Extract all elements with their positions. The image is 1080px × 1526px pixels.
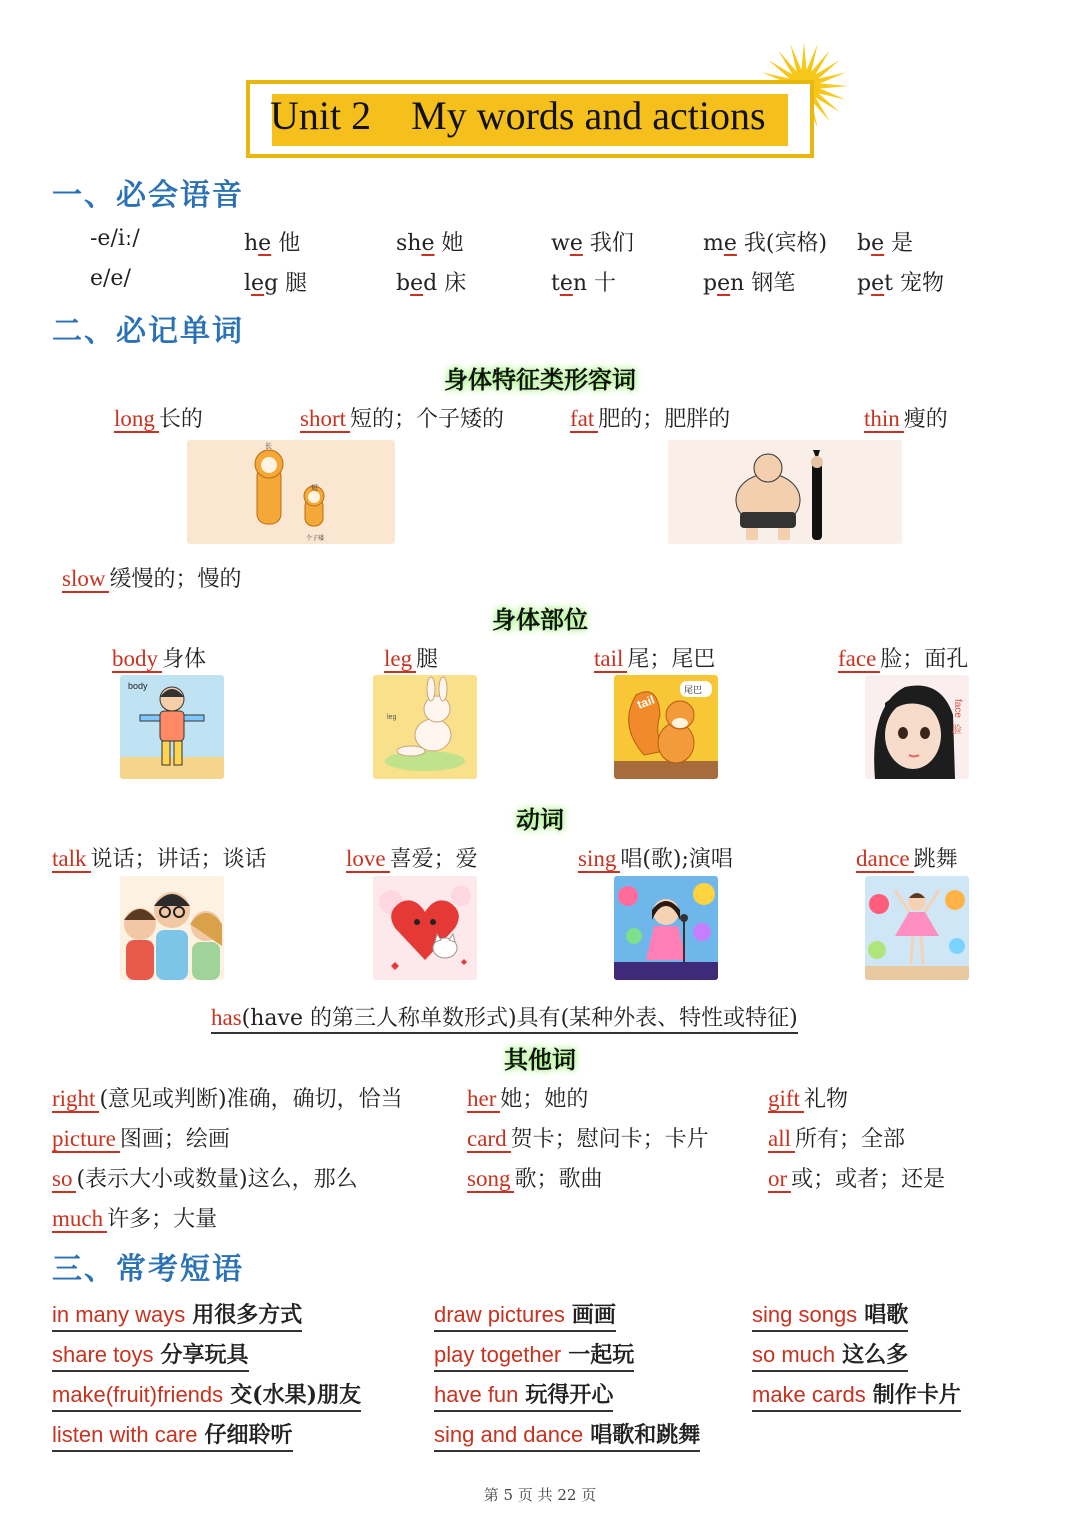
word-leg: leg 腿 — [384, 646, 439, 672]
word-her: her 她；她的 — [467, 1086, 589, 1112]
body-illustration — [120, 675, 224, 779]
phrase-make-fruit-friends: make(fruit)friends 交(水果)朋友 — [52, 1378, 361, 1412]
word-face: face 脸；面孔 — [838, 646, 969, 672]
word-slow: slow 缓慢的；慢的 — [62, 566, 242, 592]
subheading-other-words: 其他词 — [504, 1045, 576, 1074]
fat-thin-illustration — [668, 440, 902, 544]
phonics-word: we 我们 — [551, 231, 634, 256]
phrase-make-cards: make cards 制作卡片 — [752, 1378, 961, 1412]
img-label-tail-cn: 尾巴 — [684, 686, 703, 696]
word-or: or 或；或者；还是 — [768, 1166, 946, 1192]
sing-illustration — [614, 876, 718, 980]
phonics-word: be 是 — [857, 231, 914, 256]
word-fat: fat 肥的；肥胖的 — [570, 406, 731, 432]
subheading-adjectives: 身体特征类形容词 — [444, 365, 636, 394]
phonics-word: bed 床 — [396, 271, 467, 296]
word-picture: picture 图画；绘画 — [52, 1126, 230, 1152]
word-body: body 身体 — [112, 646, 207, 672]
phonics-word: me 我(宾格) — [703, 231, 828, 256]
section-heading-phrases: 三、常考短语 — [52, 1252, 244, 1287]
word-long: long 长的 — [114, 406, 203, 432]
phrase-sing-and-dance: sing and dance 唱歌和跳舞 — [434, 1418, 700, 1452]
word-so: so (表示大小或数量)这么，那么 — [52, 1166, 358, 1192]
img-label-body: body — [128, 681, 148, 691]
phonics-sound-2: e/e/ — [90, 266, 131, 291]
word-thin: thin 瘦的 — [864, 406, 948, 432]
phonics-word: pet 宠物 — [857, 271, 944, 296]
word-love: love 喜爱；爱 — [346, 846, 478, 872]
word-tail: tail 尾；尾巴 — [594, 646, 716, 672]
phonics-word: pen 钢笔 — [703, 271, 796, 296]
phrase-have-fun: have fun 玩得开心 — [434, 1378, 613, 1412]
img-label-face-cn: 脸 — [952, 725, 962, 736]
long-short-illustration — [187, 440, 395, 544]
word-card: card 贺卡；慰问卡；卡片 — [467, 1126, 709, 1152]
love-illustration — [373, 876, 477, 980]
img-label-short2: 个子矮 — [306, 535, 325, 542]
img-label-long: 长 — [265, 442, 272, 450]
subheading-verbs: 动词 — [516, 805, 564, 834]
word-sing: sing 唱(歌);演唱 — [578, 846, 733, 872]
img-label-short: 短 — [311, 484, 318, 492]
phonics-word: he 他 — [244, 231, 301, 256]
talk-illustration — [120, 876, 224, 980]
tail-illustration — [614, 675, 718, 779]
word-song: song 歌；歌曲 — [467, 1166, 603, 1192]
word-all: all 所有；全部 — [768, 1126, 906, 1152]
phrase-play-together: play together 一起玩 — [434, 1338, 634, 1372]
phonics-sound-1: -e/iː/ — [90, 226, 140, 251]
word-right: right (意见或判断)准确，确切，恰当 — [52, 1086, 403, 1112]
img-label-face: face — [952, 699, 963, 718]
phrase-so-much: so much 这么多 — [752, 1338, 908, 1372]
leg-illustration — [373, 675, 477, 779]
phrase-sing-songs: sing songs 唱歌 — [752, 1298, 908, 1332]
phrase-share-toys: share toys 分享玩具 — [52, 1338, 249, 1372]
page-title: Unit 2 My words and actions — [270, 93, 766, 138]
img-label-leg: leg — [387, 714, 397, 721]
subheading-body-parts: 身体部位 — [492, 605, 588, 634]
page-number: 第 5 页 共 22 页 — [483, 1486, 597, 1504]
section-heading-vocabulary: 二、必记单词 — [52, 314, 244, 349]
phrase-draw-pictures: draw pictures 画画 — [434, 1298, 616, 1332]
word-has: has(have 的第三人称单数形式)具有(某种外表、特性或特征) — [211, 1001, 798, 1034]
word-gift: gift 礼物 — [768, 1086, 848, 1112]
word-talk: talk 说话；讲话；谈话 — [52, 846, 267, 872]
phrase-listen-with-care: listen with care 仔细聆听 — [52, 1418, 293, 1452]
phonics-word: leg 腿 — [244, 271, 308, 296]
word-dance: dance 跳舞 — [856, 846, 958, 872]
dance-illustration — [865, 876, 969, 980]
face-illustration — [865, 675, 969, 779]
phonics-word: she 她 — [396, 231, 464, 256]
word-much: much 许多；大量 — [52, 1206, 218, 1232]
img-label-tail: tail — [635, 692, 657, 712]
section-heading-phonics: 一、必会语音 — [52, 178, 244, 213]
word-short: short 短的；个子矮的 — [300, 406, 505, 432]
phonics-word: ten 十 — [551, 271, 617, 296]
phrase-in-many-ways: in many ways 用很多方式 — [52, 1298, 302, 1332]
